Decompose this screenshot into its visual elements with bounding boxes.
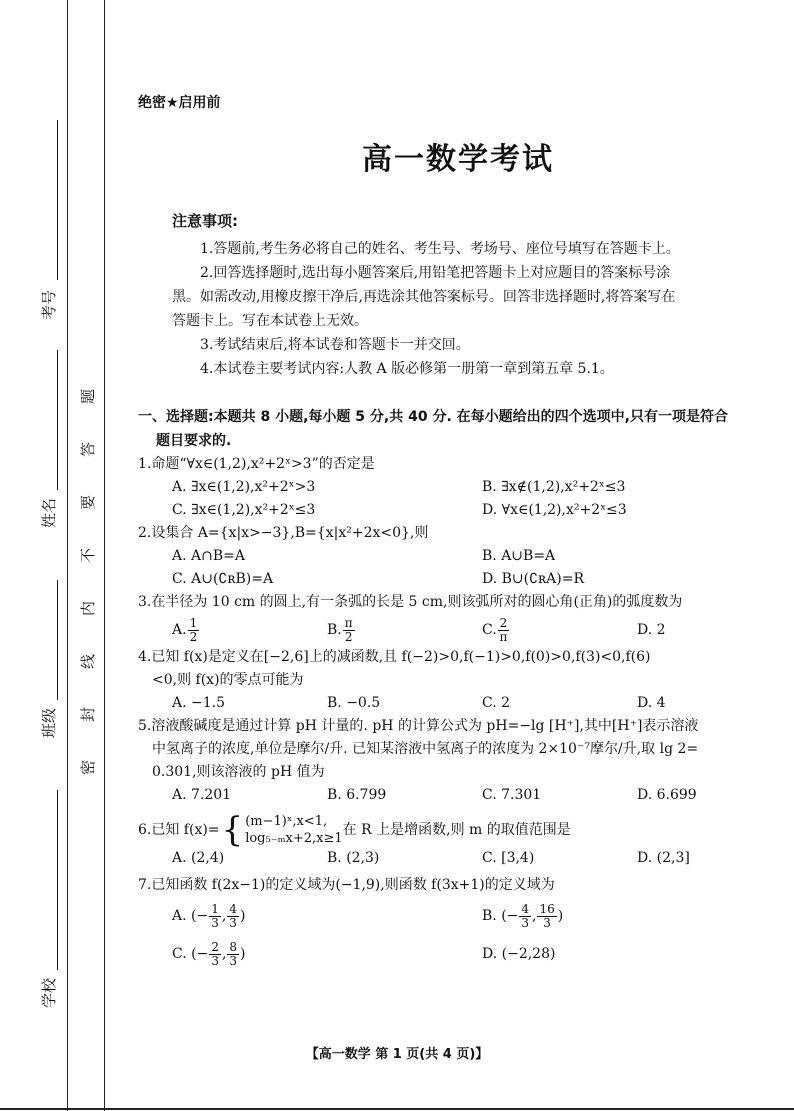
question-stem: 4.已知 f(x)是定义在[−2,6]上的减函数,且 f(−2)>0,f(−1)>0,f(0)>0,f(3)<0,f(6) [138,649,651,665]
question-1 [138,453,778,522]
option-c [172,935,482,973]
option-c: C. 7.301 [482,787,542,803]
option-d: D. 6.699 [637,787,697,803]
option-c: C. ∃x∈(1,2),x²+2ˣ≤3 [172,502,316,518]
option-d: D. ∀x∈(1,2),x²+2ˣ≤3 [482,502,627,518]
question-stem: 中氢离子的浓度,单位是摩尔/升. 已知某溶液中氢离子的浓度为 2×10⁻⁷摩尔/升,取 lg 2= [152,741,699,757]
question-options [138,784,778,807]
separator: , [221,908,227,924]
option-a: A. −1.5 [172,695,226,711]
section-heading-line: 题目要求的. [156,433,232,449]
option-c: C. A∪(∁ʀB)=A [172,571,274,587]
fraction [498,617,510,644]
question-stem: 1.命题“∀x∈(1,2),x²+2ˣ>3”的否定是 [138,456,375,472]
question-options [138,897,778,973]
option-c [482,614,637,646]
seal-char: 封 [79,706,98,723]
question-3 [138,591,778,646]
exam-number-label: 考号 [40,289,58,320]
option-prefix: C. (− [172,946,209,962]
option-suffix: ) [239,908,246,924]
option-letter: C. [482,622,497,638]
separator: , [532,908,537,924]
option-d: D. (−2,28) [482,946,556,962]
bottom-rule [0,1108,794,1110]
school-label: 学校 [40,977,58,1008]
section-heading [138,405,778,453]
fraction [209,903,221,930]
school-line [57,790,58,970]
piecewise-cases [245,813,342,847]
notes-block [138,210,778,381]
question-7 [138,874,778,973]
fraction [188,617,200,644]
numerator: 8 [229,939,238,954]
question-6 [138,810,778,870]
question-5 [138,715,778,807]
question-options [138,692,778,715]
note-item: 答题卡上。写在本试卷上无效。 [172,313,368,329]
numerator: 4 [521,901,530,916]
exam-number-line [57,120,58,280]
note-item: 黑。如需改动,用橡皮擦干净后,再选涂其他答案标号。回答非选择题时,将答案写在 [172,289,676,305]
fraction [227,903,239,930]
denominator: 3 [211,915,219,930]
numerator: π [344,615,353,630]
option-a [172,614,327,646]
question-stem [138,810,778,850]
seal-char: 答 [79,441,98,458]
seal-char: 内 [79,600,98,617]
numerator: 4 [229,901,237,916]
section-heading-line: 一、选择题:本题共 8 小题,每小题 5 分,共 40 分. 在每小题给出的四个选项中,只有一项是符合 [138,409,728,425]
question-4 [138,646,778,715]
seal-char: 题 [79,388,98,405]
page-footer: 【高一数学 第 1 页(共 4 页)】 [305,1047,489,1062]
question-2 [138,522,778,591]
option-a: A. 7.201 [172,787,232,803]
case-2: log₅₋ₘx+2,x≥1 [245,831,343,846]
question-stem: 0.301,则该溶液的 pH 值为 [152,764,325,780]
note-item: 3.考试结束后,将本试卷和答题卡一并交回。 [200,337,470,353]
numerator: 1 [211,901,219,916]
option-a [172,897,482,935]
exam-content [138,92,778,973]
denominator: 3 [543,915,551,930]
option-b: B. A∪B=A [482,548,556,564]
piecewise-function [220,810,343,850]
class-label: 班级 [40,707,58,738]
seal-char: 不 [79,547,98,564]
name-line [57,350,58,490]
class-line [57,580,58,700]
fraction [343,617,355,644]
notes-heading: 注意事项: [172,212,238,230]
option-a: A. ∃x∈(1,2),x²+2ˣ>3 [172,479,316,495]
numerator: 1 [189,615,198,630]
question-stem: 7.已知函数 f(2x−1)的定义域为(−1,9),则函数 f(3x+1)的定义域为 [138,877,555,893]
option-a: A. (2,4) [172,850,225,866]
exam-title: 高一数学考试 [362,142,554,177]
question-stem: 5.溶液酸碱度是通过计算 pH 计量的. pH 的计算公式为 pH=−lg [H⁺],其中[H⁺]表示溶液 [138,718,699,734]
question-options [138,847,778,870]
note-item: 4.本试卷主要考试内容:人教 A 版必修第一册第一章到第五章 5.1。 [200,361,614,377]
fraction [227,941,239,968]
binding-strip [0,0,110,1111]
seal-char: 密 [79,759,98,776]
denominator: 3 [211,953,219,968]
numerator: 2 [499,615,508,630]
brace-icon: { [221,810,244,850]
option-c: C. [3,4) [482,850,535,866]
seal-char: 线 [79,653,98,670]
question-stem-suffix: 在 R 上是增函数,则 m 的取值范围是 [342,822,571,838]
denominator: 2 [189,629,198,644]
option-letter: A. [172,622,187,638]
option-b [327,614,482,646]
option-suffix: ) [557,908,564,924]
case-1: (m−1)ˣ,x<1, [245,814,328,829]
name-label: 姓名 [40,497,58,528]
question-options [138,614,778,646]
option-suffix: ) [240,946,246,962]
option-b: B. −0.5 [327,695,381,711]
numerator: 2 [211,939,219,954]
denominator: π [499,629,508,644]
seal-text [78,370,100,794]
option-d: D. B∪(∁ʀA)=R [482,571,584,587]
option-b: B. 6.799 [327,787,387,803]
question-stem: 3.在半径为 10 cm 的圆上,有一条弧的长是 5 cm,则该弧所对的圆心角(正角)的弧度数为 [138,594,683,610]
denominator: 3 [229,953,238,968]
section-choice [138,405,778,973]
option-c: C. 2 [482,695,511,711]
fraction [209,941,221,968]
note-item: 1.答题前,考生务必将自己的姓名、考生号、考场号、座位号填写在答题卡上。 [200,241,680,257]
question-stem: <0,则 f(x)的零点可能为 [152,672,304,688]
denominator: 3 [521,915,530,930]
option-d: D. 2 [637,622,666,638]
confidential-mark: 绝密★启用前 [138,95,221,111]
question-stem-prefix: 6.已知 f(x)= [138,822,220,838]
question-options [138,476,778,522]
seal-char: 要 [79,494,98,511]
option-prefix: B. (− [482,908,519,924]
question-options [138,545,778,591]
option-b [482,897,782,935]
denominator: 3 [229,915,237,930]
option-a: A. A∩B=A [172,548,245,564]
option-letter: B. [327,622,342,638]
option-b: B. (2,3) [327,850,380,866]
option-b: B. ∃x∉(1,2),x²+2ˣ≤3 [482,479,626,495]
option-d: D. 4 [637,695,666,711]
separator: , [221,946,227,962]
numerator: 16 [539,901,555,916]
question-stem: 2.设集合 A={x|x>−3},B={x|x²+2x<0},则 [138,525,429,541]
option-d: D. (2,3] [637,850,690,866]
fraction [519,903,531,930]
note-item: 2.回答选择题时,选出每小题答案后,用铅笔把答题卡上对应题目的答案标号涂 [200,265,671,281]
denominator: 2 [344,629,353,644]
fraction [537,903,556,930]
option-prefix: A. (− [172,908,209,924]
